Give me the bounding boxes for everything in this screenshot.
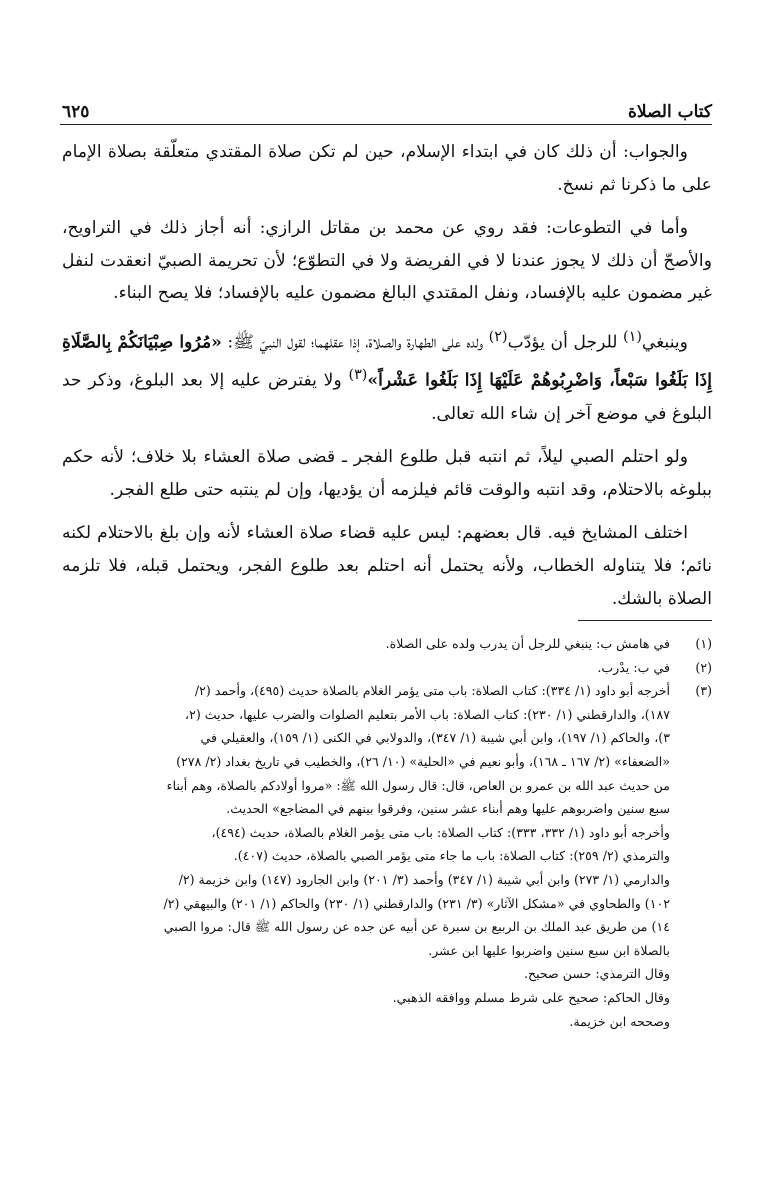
footnote-ref-2: (٢) [488,328,508,345]
footnote-ref-1: (١) [623,328,642,345]
footnotes [62,632,712,1033]
footnote-line: من حديث عبد الله بن عمرو بن العاص، قال: قال رسول الله ﷺ: «مروا أولادكم بالصلاة، وهم أبناء [166,777,670,793]
paragraph-5: اختلف المشايخ فيه. قال بعضهم: ليس عليه قضاء صلاة العشاء لأنه وإن بلغ بالاحتلام لكنه نائم؛ فلا يتناوله الخطاب، ولأنه يحتمل أنه احتلم بعد طلوع الفجر، ويحتمل قبله، فلا تلزمه الصلاة بالشك. [62,523,712,609]
footnote-ref-3: (٣) [348,367,368,384]
footnote-line: والدارمي (١/ ٢٧٣) وابن أبي شيبة (١/ ٣٤٧) وأحمد (٣/ ٢٠١) وابن الجارود (١٤٧) وابن خزيمة (٢/ [178,871,670,887]
footnote-line: في ب: يدْرب. [597,659,670,675]
para3-text-b: للرجل أن يؤدّب [507,332,624,353]
footnote-line: ٣)، والحاكم (١/ ١٩٧)، وابن أبي شيبة (١/ ٣٤٧)، والدولابي في الكنى (١/ ١٥٩)، والعقيلي في [200,730,670,746]
footnote-number: (٢) [695,659,712,675]
footnote-line: ١٨٧)، والدارقطني (١/ ٢٣٠): كتاب الصلاة: باب الأمر بتعليم الصلوات والضرب عليها، حديث (٢، [184,706,670,722]
footnote-line: وصححه ابن خزيمة. [569,1013,670,1029]
footnote-line: بالصلاة ابن سبع سنين واضربوا عليها ابن عشر. [428,942,670,958]
footnote-line: «الضعفاء» (٢/ ١٦٧ ـ ١٦٨)، وأبو نعيم في «الحلية» (١٠/ ٢٦)، والخطيب في تاريخ بغداد (٢/ ٢٧٨) [176,753,670,769]
paragraph-4: ولو احتلم الصبي ليلاً، ثم انتبه قبل طلوع الفجر ـ قضى صلاة العشاء بلا خلاف؛ لأنه حكم ببلوغه بالاحتلام، وقد انتبه والوقت قائم فيلزمه أن يؤديها، وإن لم ينتبه حتى طلع الفجر. [62,447,712,500]
footnote-separator [578,620,712,621]
page-number: ٦٢٥ [62,102,90,122]
footnote-line: في هامش ب: ينبغي للرجل أن يدرب ولده على الصلاة. [385,636,670,651]
footnote-1 [62,632,712,656]
main-text [62,136,712,626]
running-header [62,88,712,122]
paragraph-2: وأما في التطوعات: فقد روي عن محمد بن مقاتل الرازي: أنه أجاز ذلك في التراويح، والأصحّ أن ذلك لا يجوز عندنا لا في الفريضة ولا في التطوّع؛ لأن تحريمة الصبيّ انعقدت لنفل غير مضمون عليه بالإفساد، ونفل المقتدي البالغ مضمون عليه بالإفساد؛ فلا يصح البناء. [62,218,712,304]
chapter-title: كتاب الصلاة [627,102,712,122]
footnote-number: (٣) [695,683,712,699]
hadith-quote: «مُرُوا صِبْيَانَكُمْ بِالصَّلَاةِ إِذَا بَلَغُوا سَبْعاً، وَاضْرِبُوهُمْ عَلَيْهَا إِذَا بَلَغُوا عَشْراً» [62,332,712,392]
footnote-line: سبع سنين واضربوهم عليها وهم أبناء عشر سنين، وفرقوا بينهم في المضاجع» الحديث. [226,801,670,817]
paragraph-3 [62,321,712,430]
footnote-line: وقال الحاكم: صحيح على شرط مسلم ووافقه الذهبي. [392,989,670,1005]
para3-text-d: ولا يفترض عليه إلا بعد البلوغ، وذكر حد البلوغ في موضع آخر إن شاء الله تعالى. [62,371,712,424]
footnote-number: (١) [695,636,712,651]
header-rule [60,124,712,125]
footnote-line: أخرجه أبو داود (١/ ٣٣٤): كتاب الصلاة: باب متى يؤمر الغلام بالصلاة حديث (٤٩٥)، وأحمد (٢/ [194,683,670,699]
footnote-line: وأخرجه أبو داود (١/ ٣٣٢، ٣٣٣): كتاب الصلاة: باب متى يؤمر الغلام بالصلاة، حديث (٤٩٤)، [211,824,670,840]
footnote-line: ١٤) من طريق عبد الملك بن الربيع بن سبرة عن أبيه عن جده عن رسول الله ﷺ قال: مروا الصبي [163,919,670,935]
footnote-line: وقال الترمذي: حسن صحيح. [523,966,670,982]
paragraph-1: والجواب: أن ذلك كان في ابتداء الإسلام، حين لم تكن صلاة المقتدي متعلّقة بصلاة الإمام على ما ذكرنا ثم نسخ. [62,142,712,195]
para3-text-c: ولده على الطهارة والصلاة، إذا عقلهما؛ لقول النبيّ ﷺ: [221,332,489,353]
footnote-line: ١٠٢) والطحاوي في «مشكل الآثار» (٣/ ٢٣١) والدارقطني (١/ ٢٣٠) والحاكم (١/ ٢٠١) والبيهقي (٢/ [163,895,670,911]
footnote-3 [62,679,712,1033]
para3-text-a: وينبغي [641,332,688,353]
footnote-2 [62,656,712,680]
footnote-line: والترمذي (٢/ ٢٥٩): كتاب الصلاة: باب ما جاء متى يؤمر الصبي بالصلاة، حديث (٤٠٧). [233,848,670,864]
